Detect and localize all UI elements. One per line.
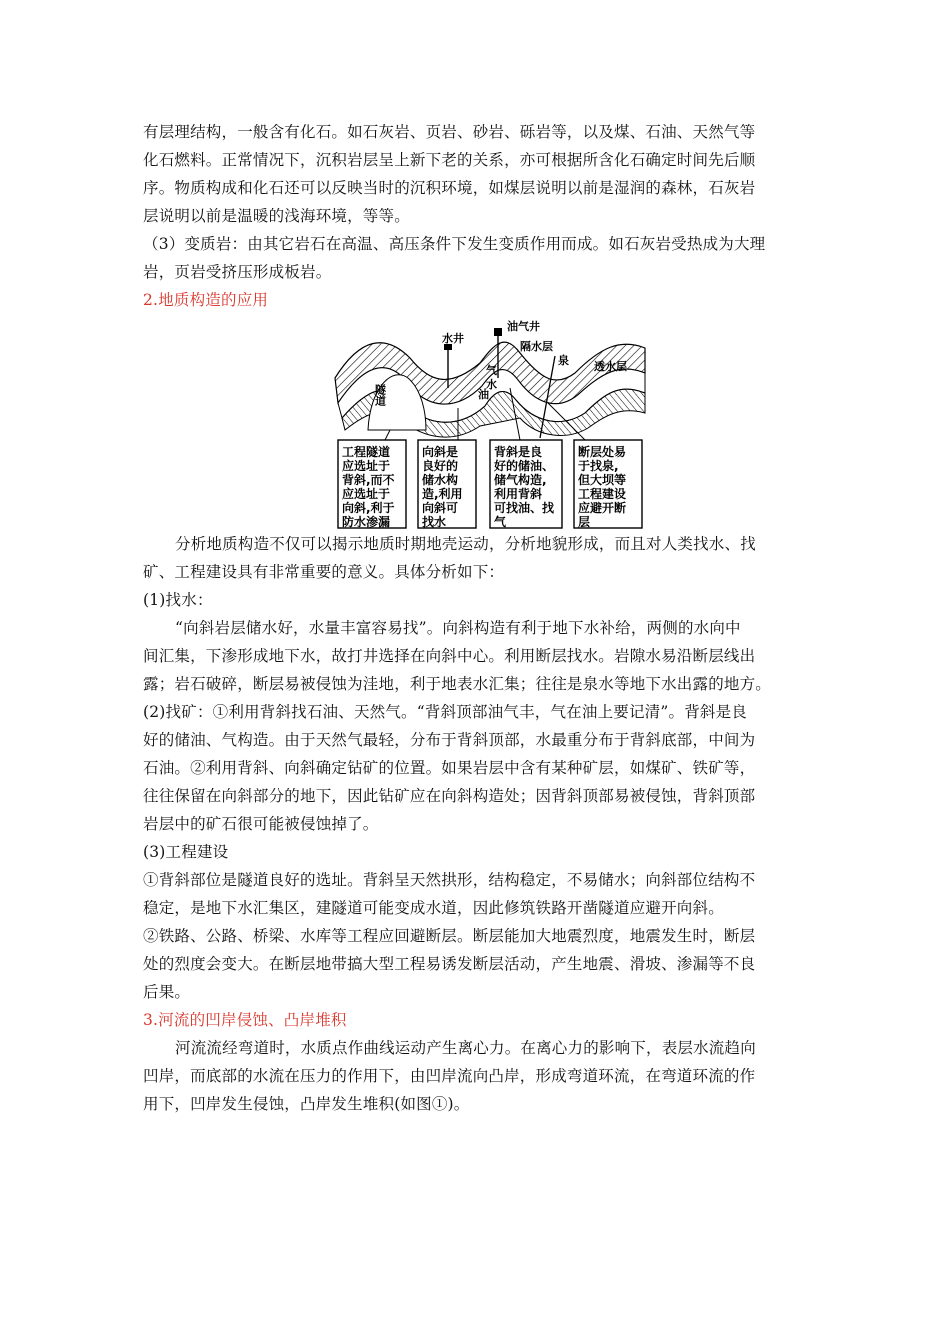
label-spring: 泉 [558,354,569,367]
paragraph-line: 处的烈度会变大。在断层地带搞大型工程易诱发断层活动，产生地震、滑坡、渗漏等不良 [143,955,756,973]
paragraph-line: 岩层中的矿石很可能被侵蚀掉了。 [143,815,379,833]
paragraph-line: （3）变质岩：由其它岩石在高温、高压条件下发生变质作用而成。如石灰岩受热成为大理 [143,235,766,253]
explanation-box-3 [490,440,562,529]
paragraph-line: 分析地质构造不仅可以揭示地质时期地壳运动，分析地貌形成，而且对人类找水、找 [175,535,756,553]
section-heading-3: 3.河流的凹岸侵蚀、凸岸堆积 [143,1011,347,1029]
paragraph-line: 间汇集，下渗形成地下水，故打井选择在向斜中心。利用断层找水。岩隙水易沿断层线出 [143,647,756,665]
box-4-line: 于找泉, [578,459,619,473]
box-4-line: 层 [578,515,591,529]
paragraph-line: “向斜岩层储水好，水量丰富容易找”。向斜构造有利于地下水补给，两侧的水向中 [175,619,741,637]
box-2-line: 良好的 [422,459,459,473]
paragraph-line: 石油。②利用背斜、向斜确定钻矿的位置。如果岩层中含有某种矿层，如煤矿、铁矿等， [143,759,756,777]
box-3-line: 气 [494,515,507,529]
geologic-cross-section [330,318,650,530]
paragraph-line: 往往保留在向斜部分的地下，因此钻矿应在向斜构造处；因背斜顶部易被侵蚀，背斜顶部 [143,787,756,805]
paragraph-line: 岩，页岩受挤压形成板岩。 [143,263,332,281]
box-3-line: 背斜是良 [494,445,543,459]
explanation-box-1 [338,440,406,529]
paragraph-line: 后果。 [143,983,191,1001]
paragraph-line: 有层理结构，一般含有化石。如石灰岩、页岩、砂岩、砾岩等，以及煤、石油、天然气等 [143,123,756,141]
paragraph-line: ②铁路、公路、桥梁、水库等工程应回避断层。断层能加大地震烈度，地震发生时，断层 [143,927,756,945]
paragraph-line: 河流流经弯道时，水质点作曲线运动产生离心力。在离心力的影响下，表层水流趋向 [175,1039,756,1057]
paragraph-line: 矿、工程建设具有非常重要的意义。具体分析如下： [143,563,505,581]
label-tunnel-1: 隧道 [373,384,387,406]
paragraph-line: 层说明以前是温暖的浅海环境，等等。 [143,207,410,225]
label-gas: 气 [486,364,497,377]
box-1-line: 防水渗漏 [342,515,391,529]
section-heading-2: 2.地质构造的应用 [143,291,269,309]
box-2-line: 造,利用 [422,487,463,501]
box-3-line: 储气构造, [494,473,547,487]
box-2-line: 储水构 [422,473,459,487]
paragraph-line: 好的储油、气构造。由于天然气最轻，分布于背斜顶部，水最重分布于背斜底部，中间为 [143,731,756,749]
box-4-line: 但大坝等 [578,473,627,487]
box-1-line: 向斜,利于 [342,501,395,515]
label-oil: 油 [478,388,489,401]
box-2-line: 向斜是 [422,445,459,459]
paragraph-line: 序。物质构成和化石还可以反映当时的沉积环境，如煤层说明以前是湿润的森林，石灰岩 [143,179,756,197]
paragraph-line: 用下，凹岸发生侵蚀，凸岸发生堆积(如图①)。 [143,1095,470,1113]
box-4-line: 应避开断 [578,501,627,515]
box-2-line: 找水 [422,515,447,529]
label-water-well: 水井 [442,332,464,345]
paragraph-line: 凹岸，而底部的水流在压力的作用下，由凹岸流向凸岸，形成弯道环流，在弯道环流的作 [143,1067,756,1085]
paragraph-line: 稳定，是地下水汇集区，建隧道可能变成水道，因此修筑铁路开凿隧道应避开向斜。 [143,899,724,917]
box-1-line: 应选址于 [342,487,391,501]
paragraph-line: (1)找水： [143,591,213,609]
box-1-line: 工程隧道 [342,445,391,459]
explanation-box-2 [418,440,476,529]
box-1-line: 背斜,而不 [342,473,395,487]
label-impermeable-layer: 隔水层 [520,340,553,353]
box-2-line: 向斜可 [422,501,459,515]
paragraph-line: 露；岩石破碎，断层易被侵蚀为洼地，利于地表水汇集；往往是泉水等地下水出露的地方。 [143,675,772,693]
label-permeable-layer: 透水层 [594,360,627,373]
box-3-line: 可找油、找 [494,501,555,515]
paragraph-line: 化石燃料。正常情况下，沉积岩层呈上新下老的关系，亦可根据所含化石确定时间先后顺 [143,151,756,169]
oil-gas-well-icon [494,328,502,336]
paragraph-line: (2)找矿：①利用背斜找石油、天然气。“背斜顶部油气丰，气在油上要记清”。背斜是良 [143,703,748,721]
paragraph-line: ①背斜部位是隧道良好的选址。背斜呈天然拱形，结构稳定，不易储水；向斜部位结构不 [143,871,756,889]
box-3-line: 利用背斜 [494,487,543,501]
box-4-line: 工程建设 [578,487,627,501]
leader-line [385,430,390,440]
label-oil-gas-well: 油气井 [507,320,540,333]
geologic-structure-figure [330,318,650,530]
explanation-box-4 [574,440,642,529]
label-water: 水 [486,378,497,391]
box-4-line: 断层处易 [578,445,627,459]
box-1-line: 应选址于 [342,459,391,473]
box-3-line: 好的储油、 [494,459,555,473]
paragraph-line: (3)工程建设 [143,843,229,861]
